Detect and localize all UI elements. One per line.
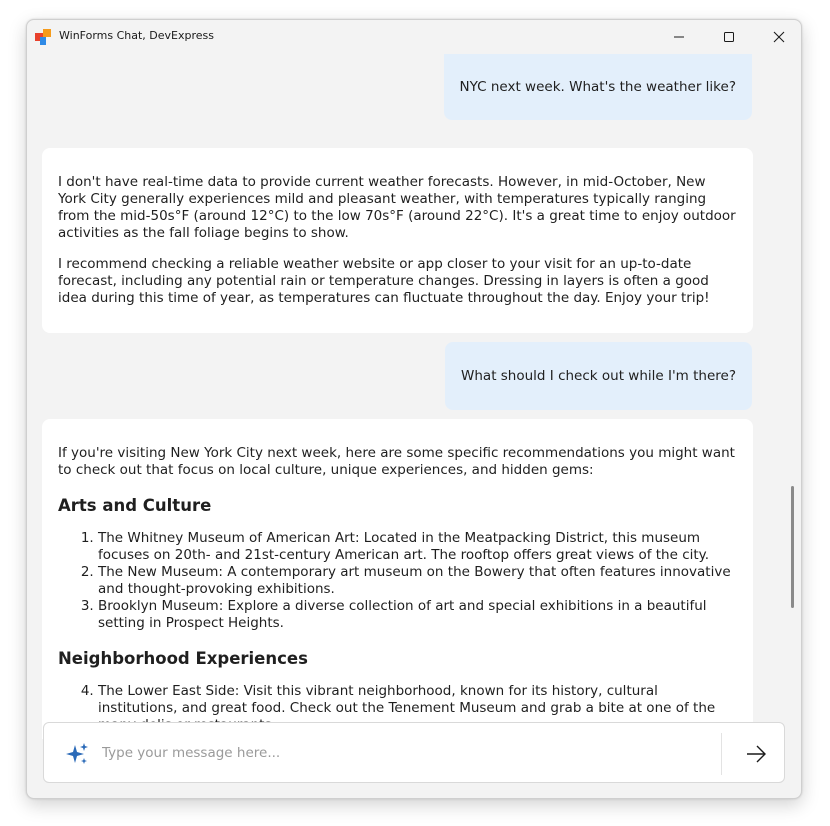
message-input[interactable] [102, 741, 702, 765]
user-message [445, 342, 752, 410]
list-item: 3. Brooklyn Museum: Explore a diverse collection of art and special exhibitions in a beautiful setting in Prospect Heights. [98, 598, 737, 632]
assistant-message [42, 148, 753, 333]
section-heading: Arts and Culture [58, 496, 212, 515]
chat-window [26, 19, 802, 799]
message-input-box[interactable] [43, 722, 785, 783]
section-heading: Neighborhood Experiences [58, 649, 308, 668]
title-bar[interactable] [27, 20, 801, 54]
maximize-icon [723, 31, 735, 43]
arrow-right-icon [745, 743, 767, 765]
assistant-message [42, 419, 753, 739]
assistant-paragraph: I don't have real-time data to provide current weather forecasts. However, in mid-October, New York City generally experiences mild and pleasant weather, with temperatures typically ranging from the mid-50s°F (around 12°C) to the low 70s°F (around 22°C). It's a great time to enjoy outdoor activities as the fall foliage begins to show. [58, 174, 736, 241]
close-button[interactable] [755, 20, 803, 54]
list-item: 4. The Lower East Side: Visit this vibrant neighborhood, known for its history, cultural institutions, and great food. Check out the Tenement Museum and grab a bite at one of the [98, 683, 737, 734]
assistant-paragraph: If you're visiting New York City next week, here are some specific recommendations you might want to check out that focus on local culture, unique experiences, and hidden gems: [58, 445, 735, 478]
assistant-paragraph: I recommend checking a reliable weather website or app closer to your visit for an up-to-date forecast, including any potential rain or temperature changes. Dressing in layers is often a good idea during this time of year, as temperatures can fluctuate throughout the day. Enjoy your trip! [58, 256, 710, 306]
close-icon [773, 31, 785, 43]
list-item: 2. The New Museum: A contemporary art museum on the Bowery that often features innovative and thought-provoking exhibitions. [98, 564, 737, 598]
chat-message-list[interactable] [27, 54, 801, 722]
app-logo-icon [35, 29, 51, 45]
scrollbar-thumb[interactable] [791, 486, 794, 608]
user-message [444, 54, 752, 120]
user-message-text: NYC next week. What's the weather like? [459, 79, 736, 95]
sparkle-icon [64, 741, 90, 767]
maximize-button[interactable] [705, 20, 753, 54]
minimize-icon [673, 31, 685, 43]
list-item: 1. The Whitney Museum of American Art: Located in the Meatpacking District, this museum focuses on 20th- and 21st-century American art. The rooftop offers great views of the city. [98, 530, 737, 564]
user-message-text: What should I check out while I'm there? [461, 368, 736, 384]
recommendation-list [58, 530, 737, 632]
send-button[interactable] [737, 735, 775, 773]
input-divider [721, 733, 722, 775]
minimize-button[interactable] [655, 20, 703, 54]
window-title: WinForms Chat, DevExpress [59, 29, 214, 42]
